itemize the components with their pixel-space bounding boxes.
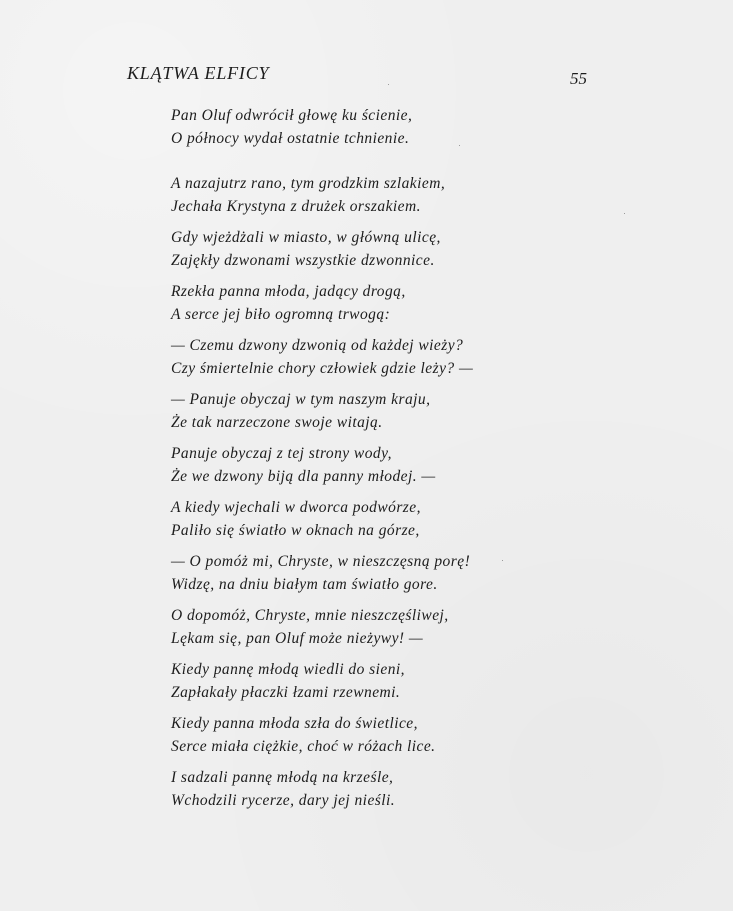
page-number: 55 — [570, 69, 587, 88]
poem-line: — Czemu dzwony dzwonią od każdej wieży? — [171, 337, 464, 354]
stanza — [171, 496, 571, 542]
paper-speck — [459, 145, 460, 146]
stanza — [171, 334, 571, 380]
poem-line: Pan Oluf odwrócił głowę ku ścienie, — [171, 107, 413, 124]
poem-line: Że we dzwony biją dla panny młodej. — — [171, 468, 436, 485]
paper-speck — [624, 213, 625, 214]
poem-line: Serce miała ciężkie, choć w różach lice. — [171, 738, 436, 755]
poem-line: Panuje obyczaj z tej strony wody, — [171, 445, 392, 462]
stanza — [171, 712, 571, 758]
paper-speck — [388, 84, 389, 85]
poem-line: Że tak narzeczone swoje witają. — [171, 414, 383, 431]
stanza — [171, 442, 571, 488]
poem-line: Kiedy pannę młodą wiedli do sieni, — [171, 661, 405, 678]
poem-line: O dopomóż, Chryste, mnie nieszczęśliwej, — [171, 607, 449, 624]
poem-line: Zajękły dzwonami wszystkie dzwonnice. — [171, 252, 435, 269]
poem-line: Gdy wjeżdżali w miasto, w główną ulicę, — [171, 229, 441, 246]
poem-line: O północy wydał ostatnie tchnienie. — [171, 130, 410, 147]
poem-text — [171, 104, 571, 812]
stanza — [171, 280, 571, 326]
stanza — [171, 604, 571, 650]
poem-line: Kiedy panna młoda szła do świetlice, — [171, 715, 418, 732]
poem-line: I sadzali pannę młodą na krześle, — [171, 769, 394, 786]
poem-line: Paliło się światło w oknach na górze, — [171, 522, 420, 539]
stanza — [171, 172, 571, 218]
poem-line: Czy śmiertelnie chory człowiek gdzie leży? — — [171, 360, 474, 377]
poem-line: Jechała Krystyna z drużek orszakiem. — [171, 198, 421, 215]
poem-line: Rzekła panna młoda, jadący drogą, — [171, 283, 406, 300]
poem-line: Widzę, na dniu białym tam światło gore. — [171, 576, 438, 593]
paper-speck — [502, 560, 503, 561]
poem-line: — Panuje obyczaj w tym naszym kraju, — [171, 391, 431, 408]
poem-line: Wchodzili rycerze, dary jej nieśli. — [171, 792, 396, 809]
running-title: KLĄTWA ELFICY — [127, 63, 270, 83]
stanza — [171, 226, 571, 272]
stanza — [171, 550, 571, 596]
poem-line: Lękam się, pan Oluf może nieżywy! — — [171, 630, 424, 647]
poem-line: A kiedy wjechali w dworca podwórze, — [171, 499, 421, 516]
poem-line: — O pomóż mi, Chryste, w nieszczęsną porę! — [171, 553, 471, 570]
stanza — [171, 658, 571, 704]
stanza — [171, 766, 571, 812]
poem-line: A nazajutrz rano, tym grodzkim szlakiem, — [171, 175, 446, 192]
poem-line: A serce jej biło ogromną trwogą: — [171, 306, 391, 323]
stanza — [171, 388, 571, 434]
stanza — [171, 104, 571, 150]
poem-line: Zapłakały płaczki łzami rzewnemi. — [171, 684, 401, 701]
